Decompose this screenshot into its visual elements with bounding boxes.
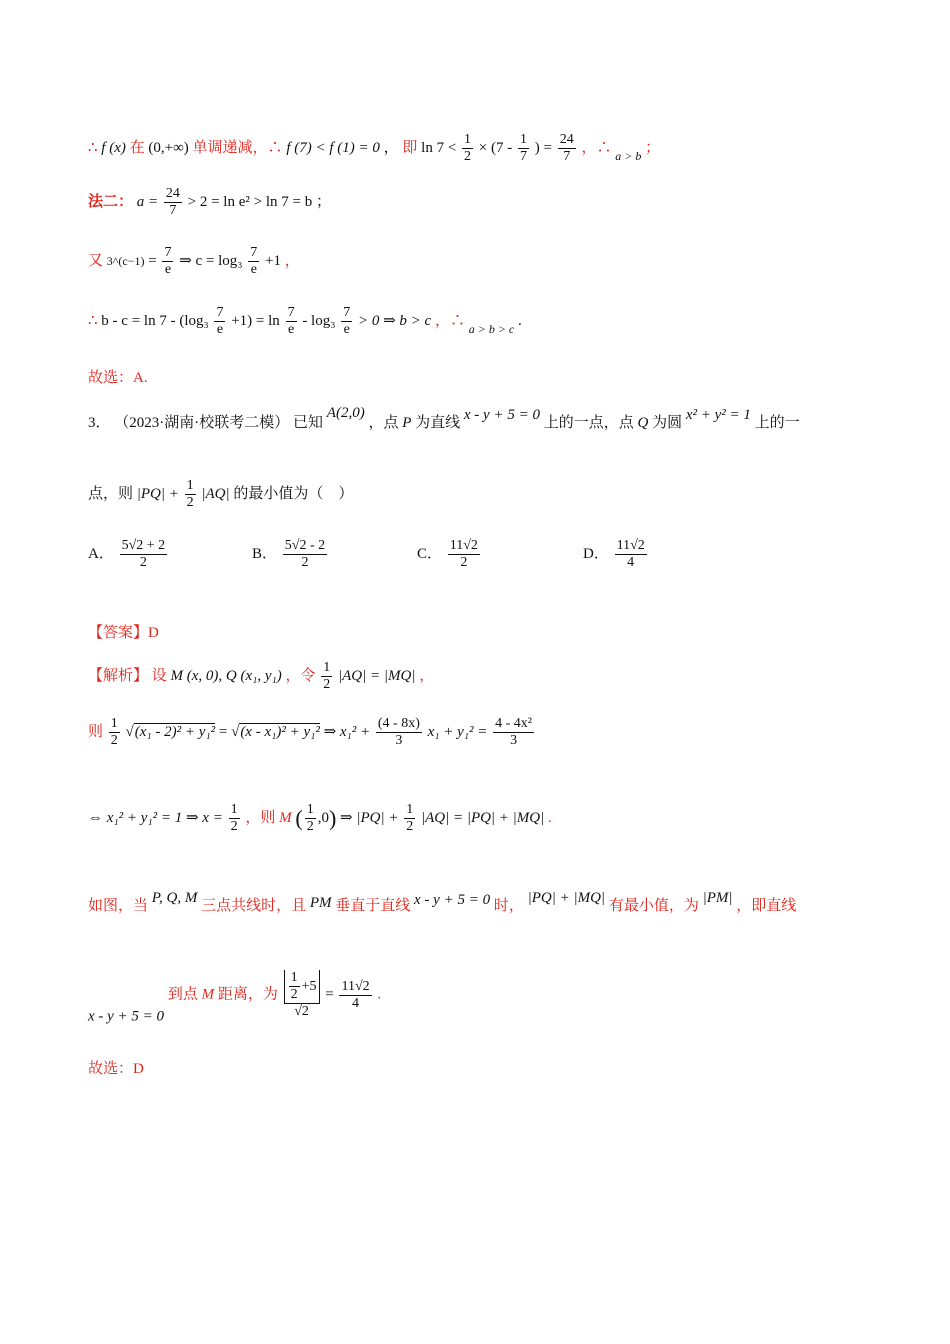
sqrt-1: (x₁ - 2)² + y₁²	[134, 724, 216, 741]
a-eq: a =	[136, 194, 159, 211]
comma: ，	[383, 140, 399, 157]
segment-pm: PM	[309, 895, 332, 911]
option-label: C．	[417, 546, 443, 563]
option-fraction: $\frac{11√2}{2}$	[449, 538, 478, 571]
equals: =	[218, 724, 228, 741]
text-rutu: 如图，当	[88, 898, 149, 914]
question-line-1	[88, 405, 800, 432]
paren-close: )	[328, 805, 337, 831]
method-two-label: 法二：	[88, 194, 134, 211]
text-line: ，即直线	[736, 898, 797, 914]
semicolon: ；	[315, 194, 331, 211]
text-zai: 在	[129, 140, 145, 157]
expr-mid: +1) = ln	[231, 313, 280, 330]
question-text: 已知	[293, 415, 324, 431]
comparison: > 2 = ln e² > ln 7 = b	[187, 194, 313, 211]
text-to-point: 到点	[167, 986, 198, 1003]
fraction-half: $\frac{1}{2}$	[110, 716, 118, 749]
final-answer: 故选：D	[88, 1061, 144, 1077]
analysis-line-1	[88, 660, 434, 693]
question-text: 为直线	[415, 415, 461, 431]
point-p: P	[402, 415, 412, 431]
expr-tail: > 0 ⇒ b > c	[357, 313, 432, 330]
analysis-line-4	[88, 890, 796, 915]
option-label: A．	[88, 546, 114, 563]
option-fraction: $\frac{11√2}{4}$	[616, 538, 645, 571]
circle-equation: x² + y² = 1	[685, 407, 751, 423]
sum-abs: |PQ| + |MQ|	[527, 890, 606, 906]
comma-therefore: ，∴	[434, 313, 465, 330]
answer-line	[88, 621, 159, 642]
option-a[interactable]	[88, 538, 169, 571]
expr-mid2: - log₃	[302, 313, 336, 330]
arrow-expr: ⇒ x₁² +	[323, 724, 371, 741]
point-q: Q	[637, 415, 649, 431]
text-monotone: 单调递减，∴	[192, 140, 283, 157]
expr-bc: b - c = ln 7 - (log₃	[101, 313, 209, 330]
question-text: ，点	[368, 415, 399, 431]
text-she: 设	[151, 668, 167, 685]
text-ze: ，则	[245, 810, 276, 827]
line-5: 故选：A.	[88, 370, 148, 386]
fraction-seventh: $\frac{1}{7}$	[520, 132, 528, 165]
abs-eq: |AQ| = |MQ|	[338, 668, 416, 685]
expr-left: |PQ| +	[136, 486, 179, 503]
fraction-4-4x2: $\frac{\text{4 - 4x²}}{3}$	[495, 716, 532, 749]
option-d[interactable]	[583, 538, 649, 571]
line-eq: x - y + 5 = 0	[414, 892, 491, 908]
text-distance: 距离，为	[217, 986, 278, 1003]
points-mq: M (x, 0), Q (x₁, y₁)	[170, 668, 282, 685]
dot: .	[377, 986, 382, 1003]
times-symbol: ×	[478, 140, 488, 157]
tail-expr: |AQ| = |PQ| + |MQ|	[420, 810, 545, 827]
question-line-2	[88, 478, 353, 511]
option-fraction: $\frac{5√2 - 2}{2}$	[284, 538, 326, 571]
fraction-a: $\frac{7}{e}$	[216, 305, 224, 338]
line-equation: x - y + 5 = 0	[463, 407, 540, 423]
line-1	[88, 132, 660, 165]
points-pqm: P, Q, M	[151, 890, 198, 906]
m-rest: ,0	[317, 810, 329, 827]
comma: ，	[284, 253, 300, 270]
mid-expr: x₁ + y₁² =	[427, 724, 488, 741]
arrow-log: ⇒ c = log₃	[179, 253, 243, 270]
semicolon: ；	[645, 140, 661, 157]
result-fraction: $\frac{11√2}{4}$	[341, 978, 370, 1011]
fraction-24-7: $\frac{24}{7}$	[165, 186, 180, 219]
line-2	[88, 186, 331, 219]
sqrt-sign: √	[231, 724, 240, 741]
text-collinear: 三点共线时，且	[201, 898, 307, 914]
point-m: M	[279, 810, 292, 827]
arrow-expr: ⇒ |PQ| +	[340, 810, 399, 827]
fraction-result: $\frac{24}{7}$	[559, 132, 574, 165]
conclusion: a > b > c	[468, 322, 515, 337]
pm-abs: |PM|	[702, 890, 733, 906]
fraction-half: $\frac{1}{2}$	[186, 478, 194, 511]
analysis-line-5	[88, 970, 381, 1026]
dot: .	[518, 313, 522, 330]
fraction-half: $\frac{1}{2}$	[464, 132, 472, 165]
fraction-half-m: $\frac{1}{2}$	[306, 802, 314, 835]
answer-value: D	[148, 625, 159, 641]
text-ze: 则	[88, 724, 104, 741]
option-label: B．	[252, 546, 278, 563]
fraction-half-2: $\frac{1}{2}$	[406, 802, 414, 835]
text-ji: 即	[402, 140, 418, 157]
question-source: （2023·湖南·校联考二模）	[114, 415, 290, 431]
function-f: f (x)	[101, 140, 126, 157]
option-b[interactable]	[252, 538, 329, 571]
therefore-symbol: ∴	[88, 140, 98, 157]
sqrt-sign: √	[125, 724, 134, 741]
plus-one: +1	[265, 253, 282, 270]
analysis-tag: 【解析】	[88, 668, 149, 685]
expr-right: |AQ|	[201, 486, 230, 503]
conclusion: a > b	[615, 149, 642, 164]
text-ling: ，令	[285, 668, 316, 685]
question-text: 的最小值为（ ）	[233, 486, 354, 503]
fraction-half: $\frac{1}{2}$	[323, 660, 331, 693]
text-min: 有最小值，为	[608, 898, 699, 914]
power-expr: 3^(c−1)	[106, 254, 145, 269]
text-tail: ，∴	[581, 140, 612, 157]
point-m: M	[201, 986, 215, 1003]
option-label: D．	[583, 546, 609, 563]
therefore-symbol: ∴	[88, 313, 98, 330]
comma: ，	[419, 668, 435, 685]
point-a: A(2,0)	[326, 405, 365, 421]
dot: .	[548, 810, 552, 827]
equals: =	[148, 253, 157, 270]
sqrt-2: (x - x₁)² + y₁²	[240, 724, 320, 741]
analysis-line-3	[88, 802, 552, 835]
inequality: f (7) < f (1) = 0	[286, 140, 380, 157]
distance-fraction: $\frac{1}{2}$ +5 √2	[284, 970, 320, 1020]
line-3	[88, 245, 300, 278]
question-text: 为圆	[652, 415, 683, 431]
line-4	[88, 305, 522, 338]
answer-tag: 【答案】	[88, 625, 149, 641]
fraction-half: $\frac{1}{2}$	[230, 802, 238, 835]
fraction-c: $\frac{7}{e}$	[343, 305, 351, 338]
question-text: 上的一点，点	[543, 415, 634, 431]
question-number: 3．	[88, 415, 111, 431]
fraction-7-e-2: $\frac{7}{e}$	[250, 245, 258, 278]
paren-open: (	[295, 805, 303, 831]
question-text: 点，则	[88, 486, 134, 503]
interval: (0,+∞)	[148, 140, 189, 157]
fraction-b: $\frac{7}{e}$	[287, 305, 295, 338]
text-shi: 时，	[493, 898, 524, 914]
fraction-4-8x: $\frac{(4 - 8x)}{3}$	[377, 716, 420, 749]
ln-expr: ln 7 <	[421, 140, 457, 157]
option-fraction: $\frac{5√2 + 2}{2}$	[121, 538, 166, 571]
line-eq: x - y + 5 = 0	[88, 1008, 165, 1025]
text-perp: 垂直于直线	[335, 898, 411, 914]
equiv-expr: ⇔ x₁² + y₁² = 1 ⇒ x =	[88, 810, 223, 827]
equals: =	[325, 986, 334, 1003]
text-you: 又	[88, 253, 104, 270]
paren-right: ) =	[534, 140, 552, 157]
question-text: 上的一	[754, 415, 800, 431]
option-c[interactable]	[417, 538, 482, 571]
fraction-7-e: $\frac{7}{e}$	[164, 245, 172, 278]
paren-left: (7 -	[491, 140, 513, 157]
analysis-line-2	[88, 716, 536, 749]
